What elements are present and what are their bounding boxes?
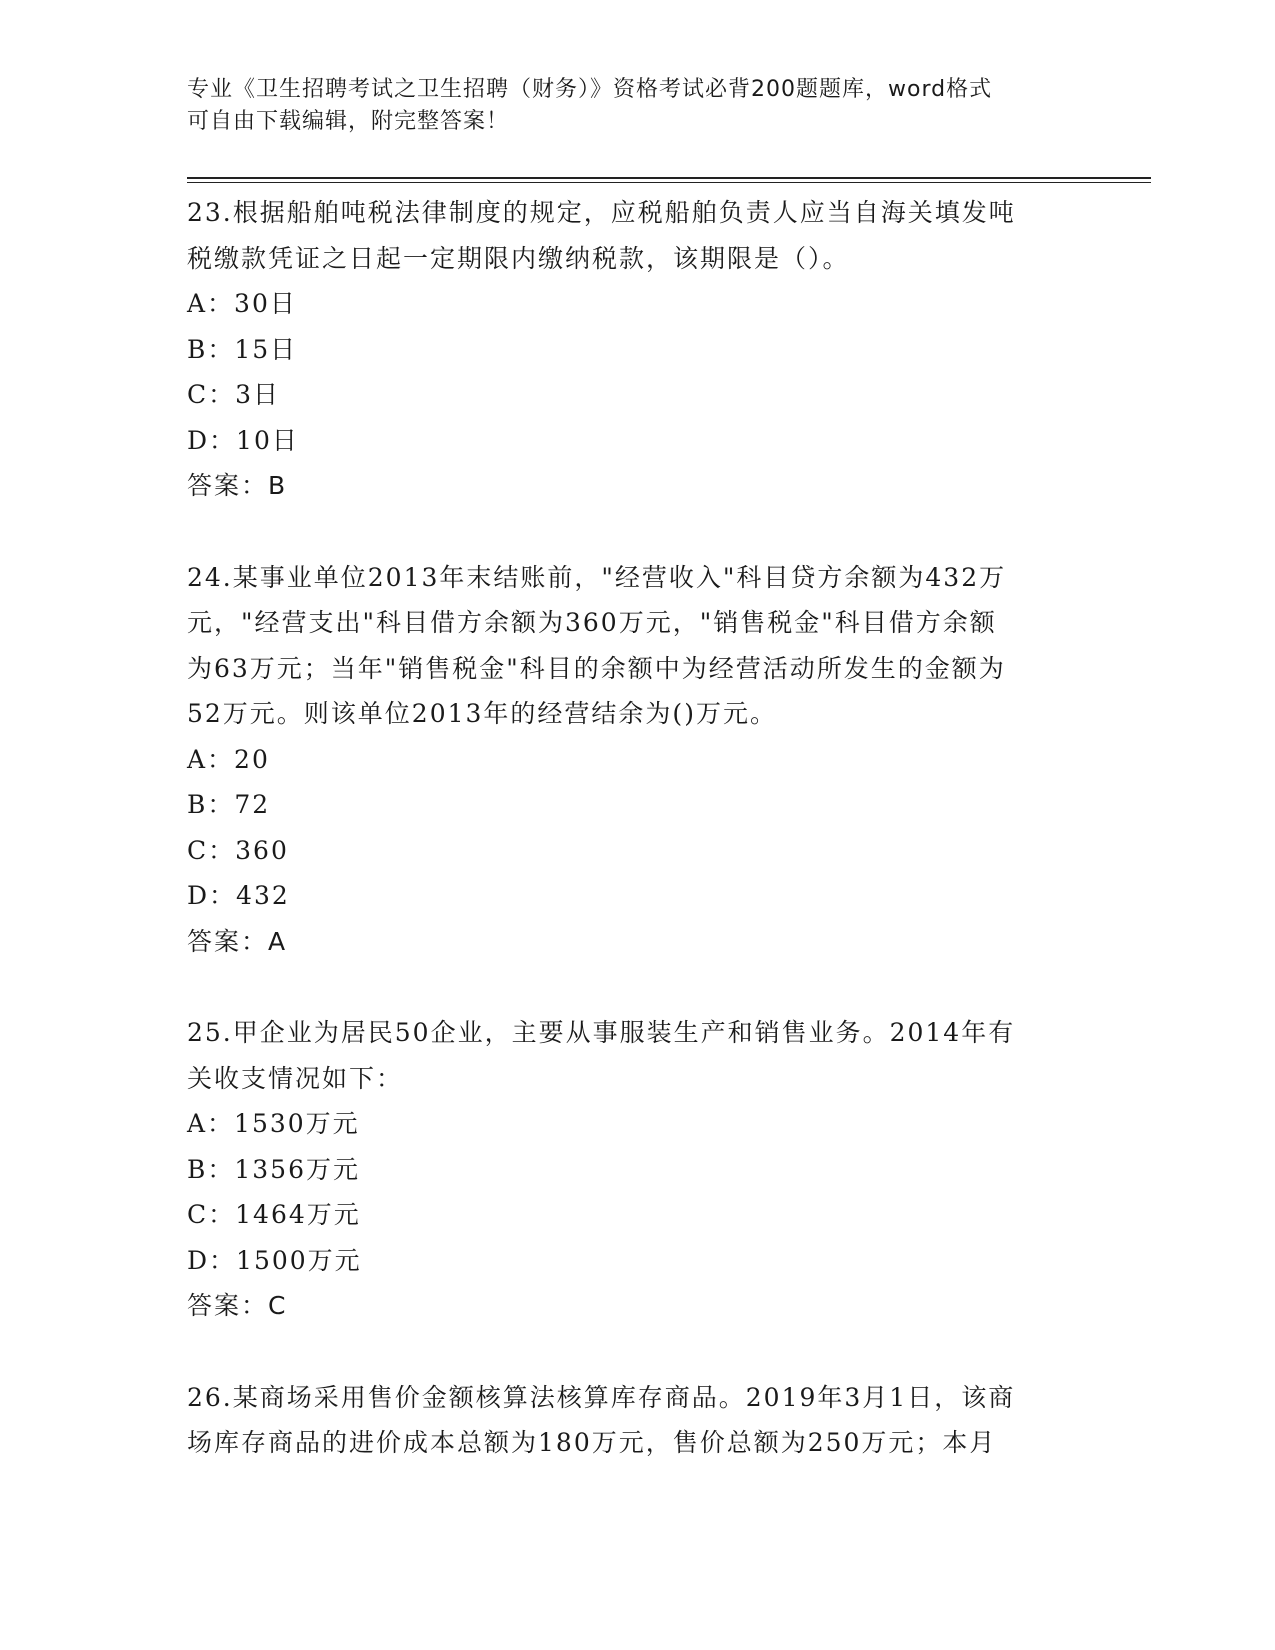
header-line-2: 可自由下载编辑，附完整答案！ <box>187 109 510 134</box>
question-stem-line: 26.某商场采用售价金额核算法核算库存商品。2019年3月1日，该商 <box>187 1382 1016 1412</box>
header-line-1: 专业《卫生招聘考试之卫生招聘（财务）》资格考试必背200题题库，word格式 <box>187 77 993 102</box>
question-stem-line: 元，"经营支出"科目借方余额为360万元，"销售税金"科目借方余额 <box>187 608 997 637</box>
question-stem-line: 税缴款凭证之日起一定期限内缴纳税款，该期限是（）。 <box>187 243 850 273</box>
header-divider-thick <box>187 177 1151 179</box>
question-24 <box>187 555 1087 965</box>
answer-line: 答案：A <box>187 926 288 956</box>
option-d: D：1500万元 <box>187 1245 362 1275</box>
question-stem-line: 24.某事业单位2013年末结账前，"经营收入"科目贷方余额为432万 <box>187 562 1007 592</box>
answer-line: 答案：B <box>187 471 288 500</box>
document-header <box>187 74 1067 138</box>
option-c: C：360 <box>187 835 289 865</box>
option-a: A：20 <box>187 744 270 774</box>
option-a: A：1530万元 <box>187 1109 360 1138</box>
question-25 <box>187 1010 1087 1329</box>
option-c: C：3日 <box>187 380 281 409</box>
option-b: B：1356万元 <box>187 1154 360 1184</box>
question-23 <box>187 190 1087 509</box>
answer-line: 答案：C <box>187 1291 288 1320</box>
question-stem-line: 23.根据船舶吨税法律制度的规定，应税船舶负责人应当自海关填发吨 <box>187 198 1016 227</box>
question-26 <box>187 1375 1087 1466</box>
option-b: B：72 <box>187 790 271 819</box>
question-stem-line: 52万元。则该单位2013年的经营结余为()万元。 <box>187 699 777 728</box>
question-stem-line: 为63万元；当年"销售税金"科目的余额中为经营活动所发生的金额为 <box>187 653 1006 683</box>
option-b: B：15日 <box>187 334 298 364</box>
header-divider-thin <box>187 182 1151 183</box>
question-stem-line: 25.甲企业为居民50企业，主要从事服装生产和销售业务。2014年有 <box>187 1018 1016 1047</box>
question-stem-line: 关收支情况如下： <box>187 1063 404 1093</box>
option-d: D：432 <box>187 881 290 910</box>
option-a: A：30日 <box>187 289 297 318</box>
option-c: C：1464万元 <box>187 1200 361 1229</box>
question-stem-line: 场库存商品的进价成本总额为180万元，售价总额为250万元；本月 <box>187 1428 997 1457</box>
option-d: D：10日 <box>187 425 299 455</box>
question-list <box>187 190 1087 1512</box>
